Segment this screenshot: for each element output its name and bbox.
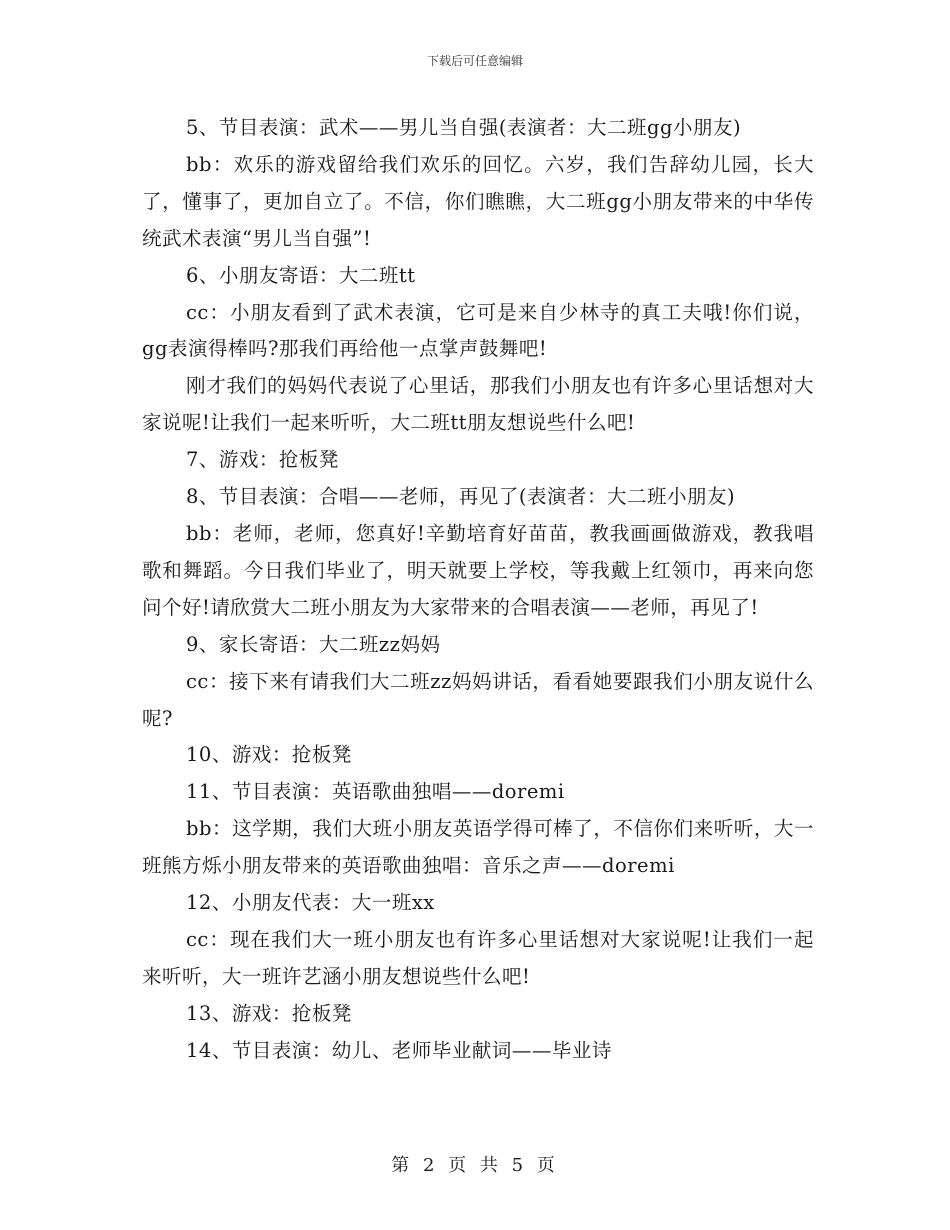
paragraph-item-14: 14、节目表演：幼儿、老师毕业献词——毕业诗 bbox=[186, 1038, 612, 1062]
document-body bbox=[142, 110, 814, 1070]
paragraph-item-11: 11、节目表演：英语歌曲独唱——doremi bbox=[186, 780, 565, 804]
page-header: 下载后可任意编辑 bbox=[426, 54, 523, 68]
paragraph-item-5: 5、节目表演：武术——男儿当自强(表演者：大二班gg小朋友) bbox=[186, 116, 742, 139]
paragraph-item-12: 12、小朋友代表：大一班xx bbox=[186, 891, 435, 915]
paragraph-cc-2: cc：接下来有请我们大二班zz妈妈讲话，看看她要跟我们小朋友说什么呢? bbox=[142, 669, 814, 730]
paragraph-bb-1: bb：欢乐的游戏留给我们欢乐的回忆。六岁，我们告辞幼儿园，长大了，懂事了，更加自立了。不信，你们瞧瞧，大二班gg小朋友带来的中华传统武术表演“男儿当自强”! bbox=[142, 152, 814, 250]
paragraph-item-8: 8、节目表演：合唱——老师，再见了(表演者：大二班小朋友) bbox=[186, 485, 736, 509]
paragraph-item-13: 13、游戏：抢板凳 bbox=[186, 1001, 352, 1025]
paragraph-bb-3: bb：这学期，我们大班小朋友英语学得可棒了，不信你们来听听，大一班熊方烁小朋友带来的英语歌曲独唱：音乐之声——doremi bbox=[142, 817, 814, 878]
page-number-footer: 第 2 页 共 5 页 bbox=[391, 1155, 559, 1176]
paragraph-item-10: 10、游戏：抢板凳 bbox=[186, 743, 352, 767]
paragraph-bb-2: bb：老师，老师，您真好!辛勤培育好苗苗，教我画画做游戏，教我唱歌和舞蹈。今日我们毕业了，明天就要上学校，等我戴上红领巾，再来向您问个好!请欣赏大二班小朋友为大家带来的合唱表演——老师，再见了! bbox=[142, 521, 814, 619]
paragraph-cc-1: cc：小朋友看到了武术表演，它可是来自少林寺的真工夫哦!你们说，gg表演得棒吗?那我们再给他一点掌声鼓舞吧! bbox=[142, 300, 814, 361]
paragraph-item-7: 7、游戏：抢板凳 bbox=[186, 448, 339, 472]
paragraph-item-9: 9、家长寄语：大二班zz妈妈 bbox=[186, 632, 441, 656]
paragraph-cc-3: cc：现在我们大一班小朋友也有许多心里话想对大家说呢!让我们一起来听听，大一班许艺涵小朋友想说些什么吧! bbox=[142, 927, 814, 988]
paragraph-item-6: 6、小朋友寄语：大二班tt bbox=[186, 263, 416, 287]
paragraph-mothers-speech: 刚才我们的妈妈代表说了心里话，那我们小朋友也有许多心里话想对大家说呢!让我们一起来听听，大二班tt朋友想说些什么吧! bbox=[142, 374, 814, 435]
